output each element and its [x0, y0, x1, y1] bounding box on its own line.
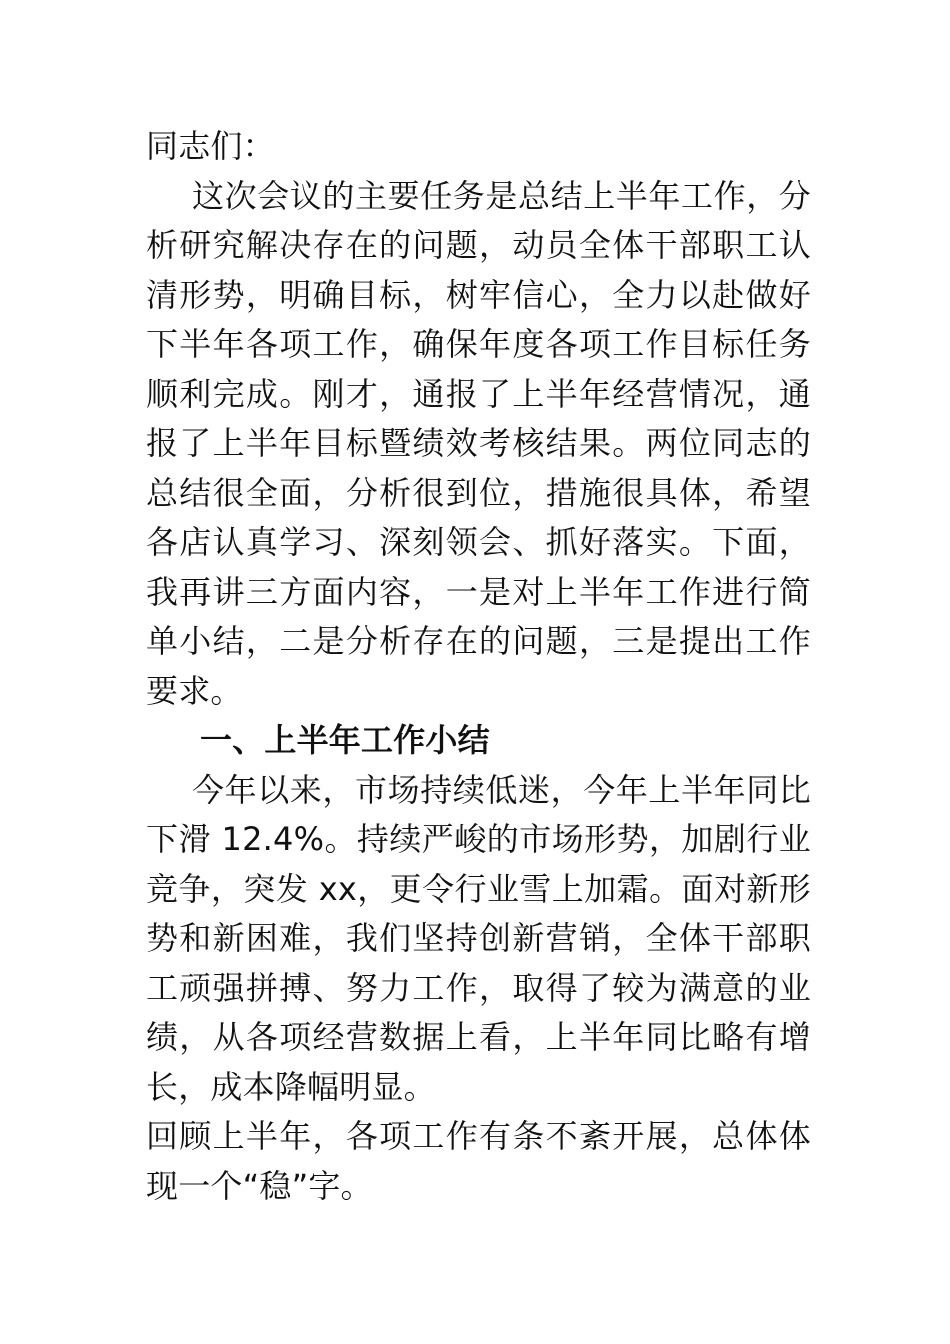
document-body — [146, 122, 811, 1211]
intro-paragraph: 这次会议的主要任务是总结上半年工作，分析研究解决存在的问题，动员全体干部职工认清形势，明确目标，树牢信心，全力以赴做好下半年各项工作，确保年度各项工作目标任务顺利完成。刚才，通报了上半年经营情况，通报了上半年目标暨绩效考核结果。两位同志的总结很全面，分析很到位，措施很具体，希望各店认真学习、深刻领会、抓好落实。下面，我再讲三方面内容，一是对上半年工作进行简单小结，二是分析存在的问题，三是提出工作要求。 — [146, 176, 811, 710]
review-paragraph: 回顾上半年，各项工作有条不紊开展，总体体现一个“稳”字。 — [146, 1117, 811, 1205]
section-heading: 一、上半年工作小结 — [200, 721, 490, 759]
section-paragraph: 今年以来，市场持续低迷，今年上半年同比下滑 12.4%。持续严峻的市场形势，加剧行业竞争，突发 xx，更令行业雪上加霜。面对新形势和新困难，我们坚持创新营销，全体干部职工顽强拼搏、努力工作，取得了较为满意的业绩，从各项经营数据上看，上半年同比略有增长，成本降幅明显。 — [146, 770, 811, 1106]
salutation: 同志们： — [146, 127, 275, 165]
